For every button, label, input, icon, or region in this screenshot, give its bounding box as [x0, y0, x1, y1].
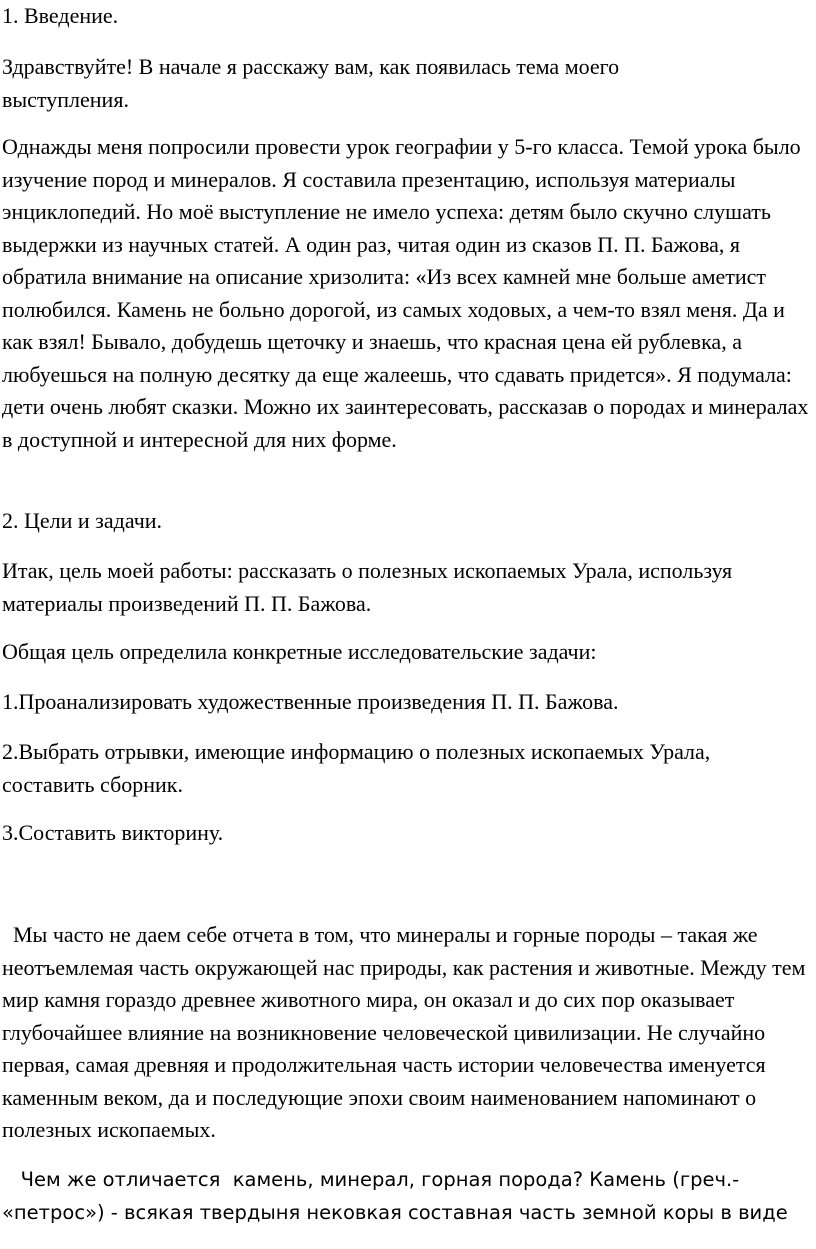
goals-paragraph-1: Итак, цель моей работы: рассказать о полезных ископаемых Урала, используя материалы произведений П. П. Бажова.	[2, 558, 733, 616]
intro-paragraph-1: Здравствуйте! В начале я расскажу вам, как появилась тема моего выступления.	[2, 54, 620, 112]
intro-paragraph-2: Однажды меня попросили провести урок географии у 5-го класса. Темой урока было изучение пород и минералов. Я составила презентацию, используя материалы энциклопедий. Но моё выступление не имело успеха: детям было скучно слушать выдержки из научных статей. А один раз, читая один из сказов П. П. Бажова, я обратила внимание на описание хризолита: «Из всех камней мне больше аметист полюбился. Камень не больно дорогой, из самых ходовых, а чем-то взял меня. Да и как взял! Бывало, добудешь щеточку и знаешь, что красная цена ей рублевка, а любуешься на полную десятку да еще жалеешь, что сдавать придется». Я подумала: дети очень любят сказки. Можно их заинтересовать, рассказав о породах и минералах в доступной и интересной для них форме.	[2, 134, 809, 452]
goals-heading: 2. Цели и задачи.	[2, 508, 163, 533]
task-item-3: 3.Составить викторину.	[2, 820, 224, 845]
goals-paragraph-2: Общая цель определила конкретные исследовательские задачи:	[2, 639, 597, 664]
intro-heading: 1. Введение.	[2, 3, 119, 28]
body-paragraph-2: Чем же отличается камень, минерал, горная порода? Камень (греч.- «петрос») - всякая твердыня нековкая составная часть земной коры в виде	[2, 1168, 788, 1224]
task-item-1: 1.Проанализировать художественные произведения П. П. Бажова.	[2, 689, 619, 714]
task-item-2: 2.Выбрать отрывки, имеющие информацию о полезных ископаемых Урала, составить сборник.	[2, 739, 711, 797]
body-paragraph-1: Мы часто не даем себе отчета в том, что минералы и горные породы – такая же неотъемлемая часть окружающей нас природы, как растения и животные. Между тем мир камня гораздо древнее животного мира, он оказал и до сих пор оказывает глубочайшее влияние на возникновение человеческой цивилизации. Не случайно первая, самая древняя и продолжительная часть истории человечества именуется каменным веком, да и последующие эпохи своим наименованием напоминают о полезных ископаемых.	[2, 922, 811, 1142]
